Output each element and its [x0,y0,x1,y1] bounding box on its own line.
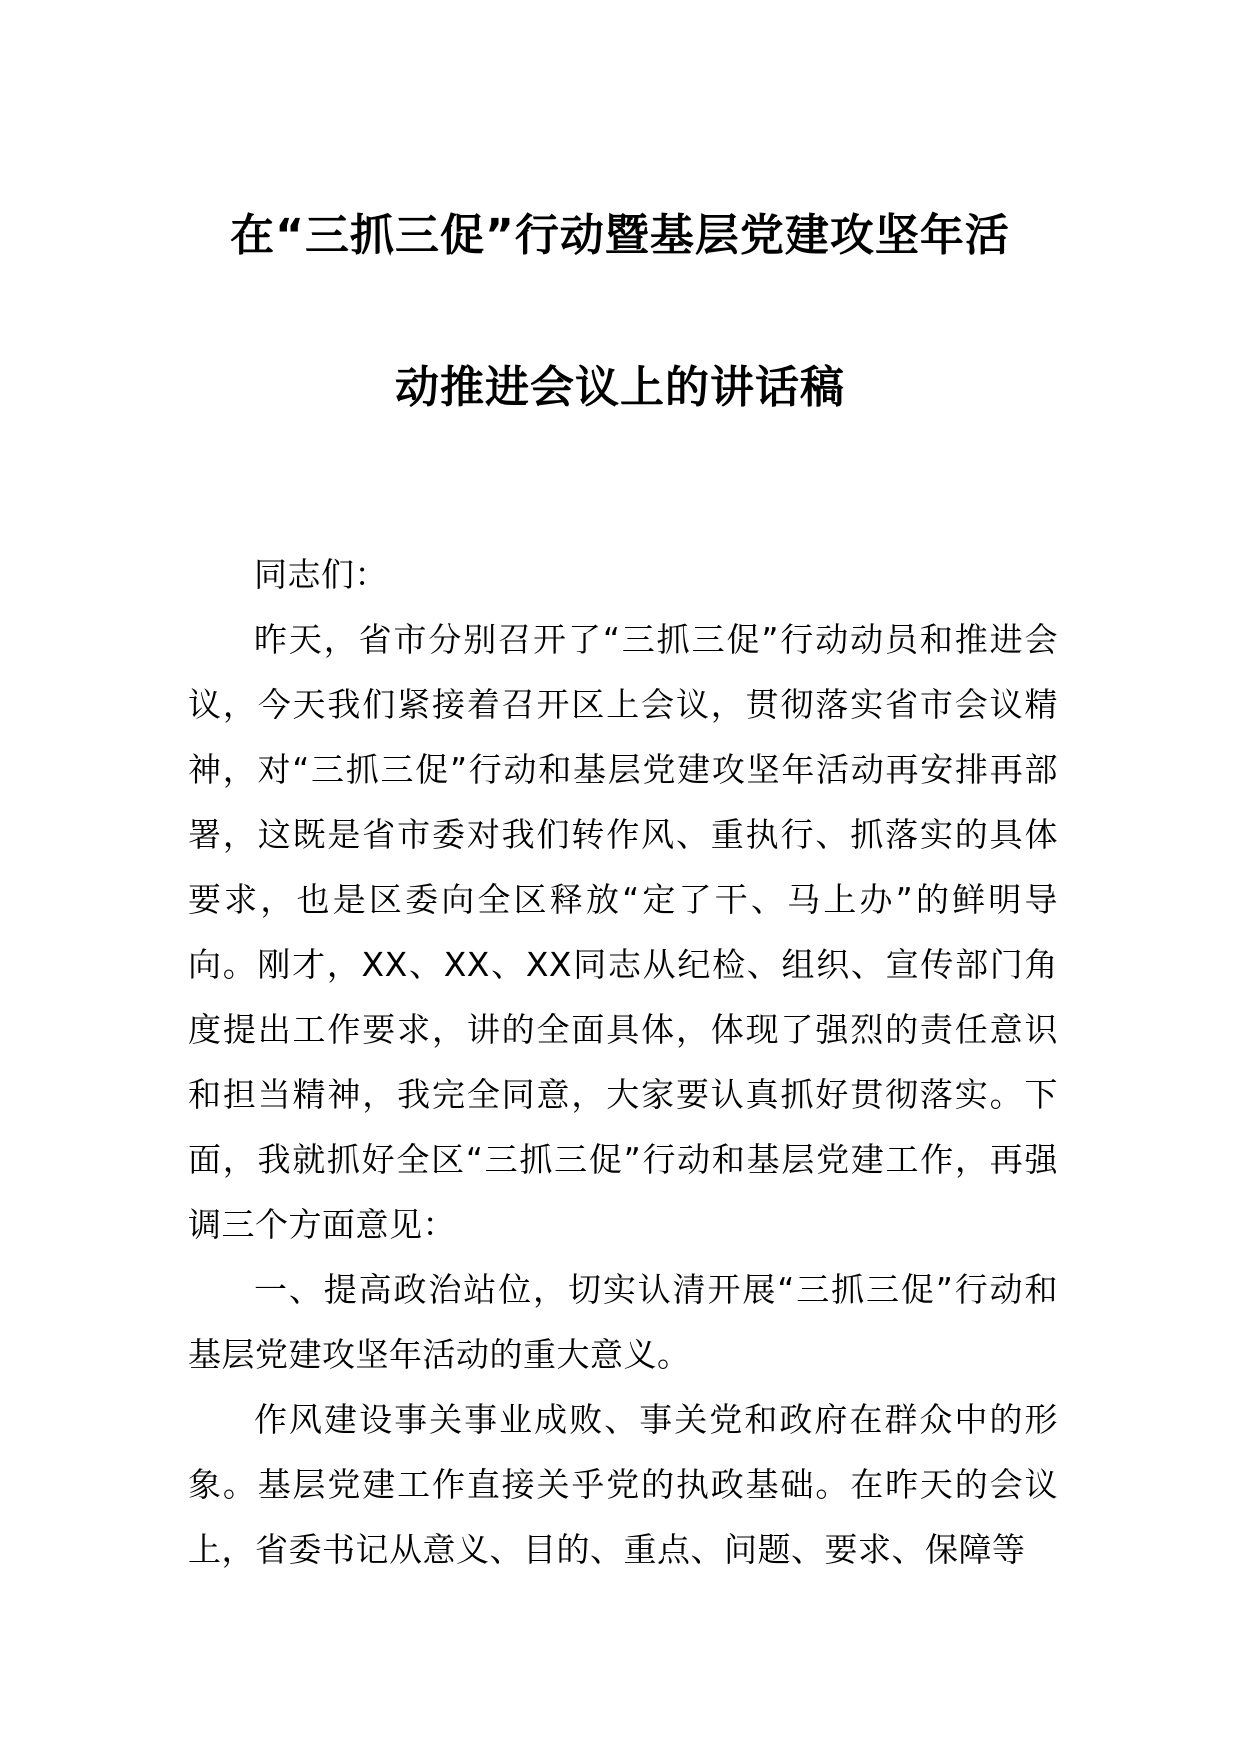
document-body [188,542,1058,1582]
document-title-line-2: 动推进会议上的讲话稿 [395,362,845,413]
body-paragraph: 昨天，省市分别召开了“三抓三促”行动动员和推进会议，今天我们紧接着召开区上会议，贯彻落实省市会议精神，对“三抓三促”行动和基层党建攻坚年活动再安排再部署，这既是省市委对我们转作风、重执行、抓落实的具体要求，也是区委向全区释放“定了干、马上办”的鲜明导向。刚才，XX、XX、XX同志从纪检、组织、宣传部门角度提出工作要求，讲的全面具体，体现了强烈的责任意识和担当精神，我完全同意，大家要认真抓好贯彻落实。下面，我就抓好全区“三抓三促”行动和基层党建工作，再强调三个方面意见： [188,620,1058,1244]
section-heading: 一、提高政治站位，切实认清开展“三抓三促”行动和基层党建攻坚年活动的重大意义。 [188,1270,1058,1374]
document-title-line-1: 在“三抓三促”行动暨基层党建攻坚年活 [230,210,1010,261]
salutation: 同志们： [254,555,388,594]
body-paragraph: 作风建设事关事业成败、事关党和政府在群众中的形象。基层党建工作直接关乎党的执政基础。在昨天的会议上，省委书记从意义、目的、重点、问题、要求、保障等 [188,1400,1058,1569]
